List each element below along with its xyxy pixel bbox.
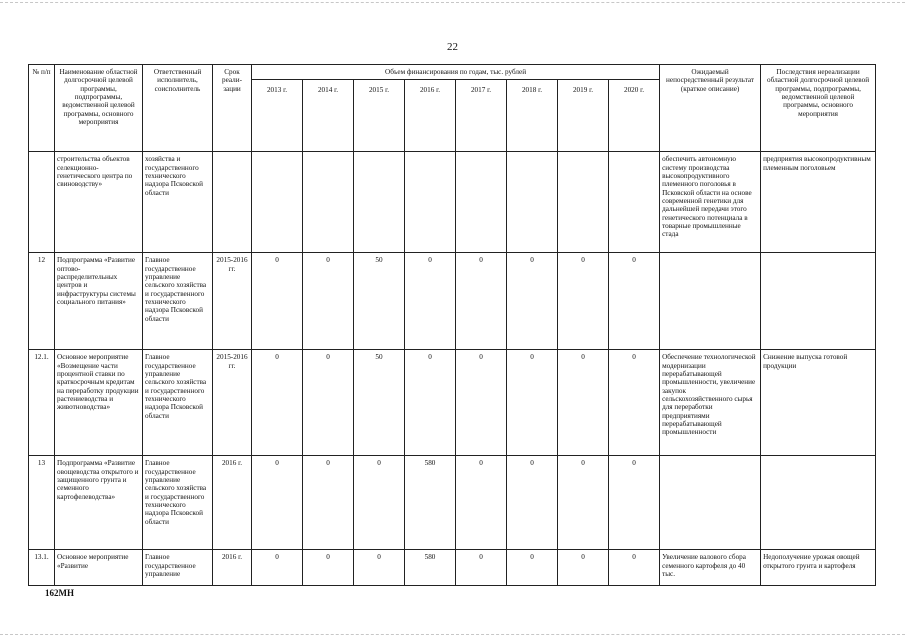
cell-name: Основное мероприятие «Развитие <box>55 550 143 586</box>
scan-edge-bottom <box>0 634 905 635</box>
cell-value: 0 <box>405 350 456 456</box>
scan-edge-top <box>0 2 905 3</box>
header-year: 2018 г. <box>507 80 558 152</box>
table-row <box>29 152 876 253</box>
cell-executor: Главное государственное управление сельского хозяйства и государственного технического надзора Псковской области <box>143 253 213 350</box>
cell-num: 12.1. <box>29 350 55 456</box>
header-year: 2014 г. <box>303 80 354 152</box>
header-year: 2019 г. <box>558 80 609 152</box>
header-financing: Объем финансирования по годам, тыс. рублей <box>252 65 660 80</box>
header-term: Срок реали-зации <box>213 65 252 152</box>
cell-value: 0 <box>303 253 354 350</box>
cell-value <box>252 152 303 253</box>
cell-value <box>507 152 558 253</box>
footer-code: 162МН <box>45 588 74 598</box>
cell-value: 0 <box>252 350 303 456</box>
cell-value: 0 <box>558 350 609 456</box>
financing-table <box>28 64 876 586</box>
cell-num <box>29 152 55 253</box>
cell-value: 0 <box>507 350 558 456</box>
cell-value <box>405 152 456 253</box>
cell-executor: Главное государственное управление сельского хозяйства и государственного технического надзора Псковской области <box>143 350 213 456</box>
cell-value: 0 <box>507 456 558 550</box>
cell-value <box>354 152 405 253</box>
cell-value: 0 <box>456 550 507 586</box>
cell-name: Основное мероприятие «Возмещение части процентной ставки по краткосрочным кредитам на переработку продукции растениеводства и животноводства» <box>55 350 143 456</box>
cell-value <box>558 152 609 253</box>
header-name: Наименование областной долгосрочной целевой программы, подпрограммы, ведомственной целевой программы, основного мероприятия <box>55 65 143 152</box>
cell-value: 0 <box>252 253 303 350</box>
cell-value: 0 <box>609 350 660 456</box>
cell-name: Подпрограмма «Развитие оптово-распределительных центров и инфраструктуры системы социального питания» <box>55 253 143 350</box>
cell-value: 0 <box>354 456 405 550</box>
cell-name: Подпрограмма «Развитие овощеводства открытого и защищенного грунта и семенного картофелеводства» <box>55 456 143 550</box>
cell-result: Обеспечение технологической модернизации перерабатывающей промышленности, увеличение закупок сельскохозяйственного сырья для переработки предприятиями перерабатывающей промышленности <box>660 350 761 456</box>
cell-result <box>660 456 761 550</box>
cell-value: 0 <box>558 550 609 586</box>
cell-value: 0 <box>354 550 405 586</box>
cell-value: 0 <box>558 253 609 350</box>
cell-value: 50 <box>354 350 405 456</box>
cell-value: 0 <box>252 456 303 550</box>
cell-value: 0 <box>252 550 303 586</box>
cell-num: 13.1. <box>29 550 55 586</box>
cell-term: 2016 г. <box>213 550 252 586</box>
header-consequences: Последствия нереализации областной долгосрочной целевой программы, подпрограммы, ведомственной целевой программы, основного мероприятия <box>761 65 876 152</box>
cell-consequences: Недополучение урожая овощей открытого грунта и картофеля <box>761 550 876 586</box>
cell-value: 0 <box>456 350 507 456</box>
cell-consequences: предприятия высокопродуктивным племенным поголовьем <box>761 152 876 253</box>
table-row <box>29 350 876 456</box>
cell-executor: хозяйства и государственного технического надзора Псковской области <box>143 152 213 253</box>
header-executor: Ответственный исполнитель, соисполнитель <box>143 65 213 152</box>
cell-value <box>456 152 507 253</box>
cell-value: 0 <box>456 253 507 350</box>
cell-term: 2015-2016 гг. <box>213 253 252 350</box>
cell-executor: Главное государственное управление сельского хозяйства и государственного технического надзора Псковской области <box>143 456 213 550</box>
page-number: 22 <box>447 41 458 53</box>
header-year: 2017 г. <box>456 80 507 152</box>
cell-term: 2016 г. <box>213 456 252 550</box>
table-row <box>29 550 876 586</box>
cell-consequences <box>761 253 876 350</box>
cell-value: 0 <box>456 456 507 550</box>
cell-term <box>213 152 252 253</box>
cell-value: 580 <box>405 456 456 550</box>
cell-num: 13 <box>29 456 55 550</box>
cell-value: 0 <box>303 456 354 550</box>
table-row <box>29 253 876 350</box>
cell-value: 580 <box>405 550 456 586</box>
cell-result: Увеличение валового сбора семенного картофеля до 40 тыс. <box>660 550 761 586</box>
cell-num: 12 <box>29 253 55 350</box>
header-num: № п/п <box>29 65 55 152</box>
cell-value: 0 <box>507 550 558 586</box>
cell-value: 0 <box>609 253 660 350</box>
cell-value <box>609 152 660 253</box>
cell-value: 50 <box>354 253 405 350</box>
cell-value: 0 <box>609 550 660 586</box>
table-row <box>29 456 876 550</box>
header-year: 2015 г. <box>354 80 405 152</box>
cell-consequences <box>761 456 876 550</box>
cell-value: 0 <box>303 550 354 586</box>
cell-consequences: Снижение выпуска готовой продукции <box>761 350 876 456</box>
cell-value <box>303 152 354 253</box>
cell-result <box>660 253 761 350</box>
cell-executor: Главное государственное управление <box>143 550 213 586</box>
cell-result: обеспечить автономную систему производства высокопродуктивного племенного поголовья в Псковской области на основе современной генетики для дальнейшей передачи этого генетического потенциала в товарные промышленные стада <box>660 152 761 253</box>
cell-value: 0 <box>507 253 558 350</box>
header-result: Ожидаемый непосредственный результат (краткое описание) <box>660 65 761 152</box>
cell-term: 2015-2016 гг. <box>213 350 252 456</box>
cell-value: 0 <box>405 253 456 350</box>
cell-value: 0 <box>558 456 609 550</box>
header-year: 2020 г. <box>609 80 660 152</box>
cell-value: 0 <box>609 456 660 550</box>
header-year: 2013 г. <box>252 80 303 152</box>
cell-name: строительства объектов селекционно-генетического центра по свиноводству» <box>55 152 143 253</box>
header-year: 2016 г. <box>405 80 456 152</box>
cell-value: 0 <box>303 350 354 456</box>
